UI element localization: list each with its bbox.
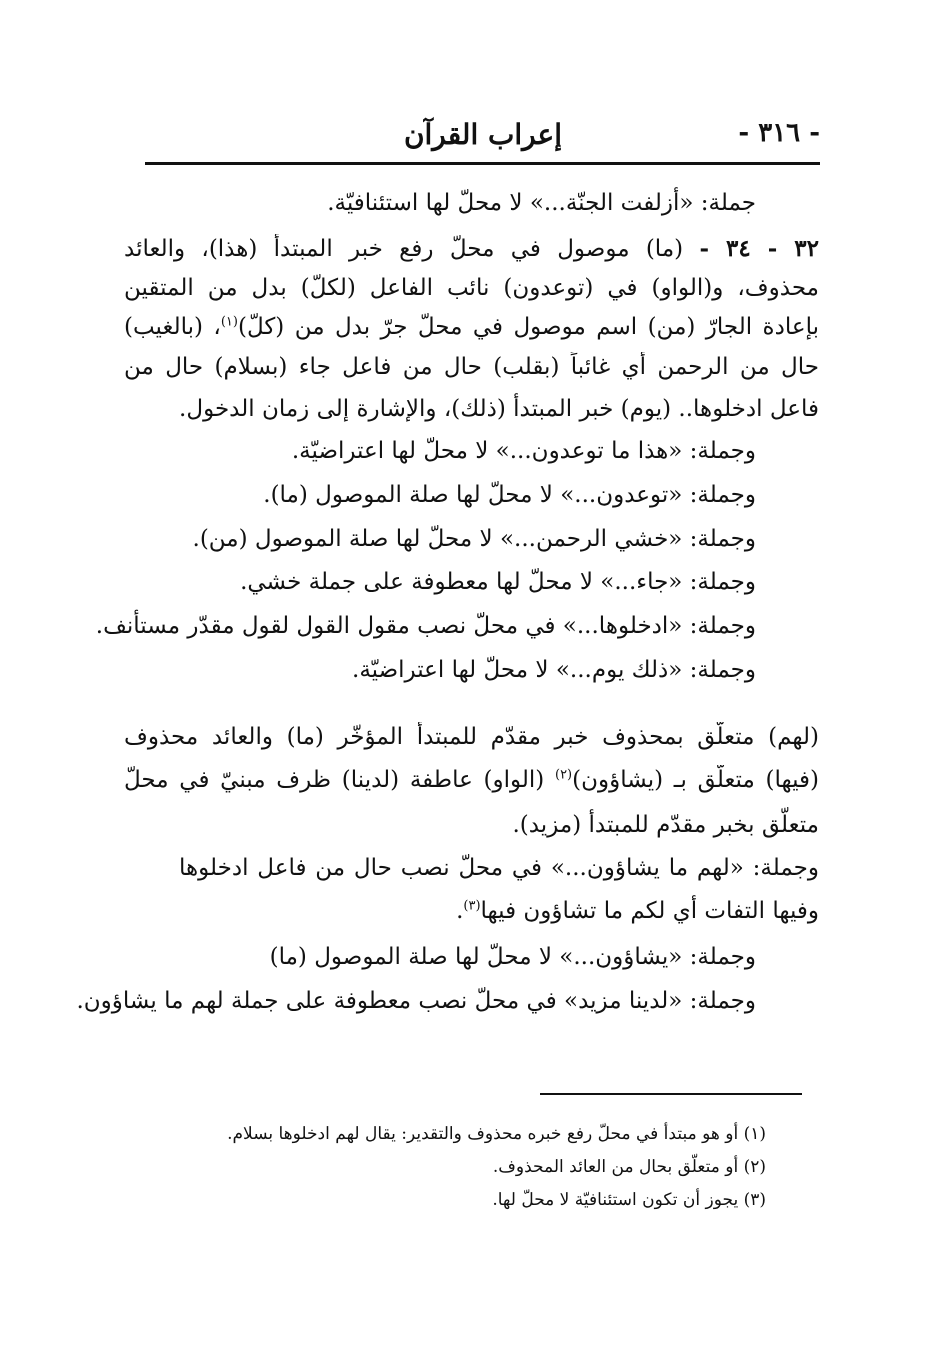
text-line: وجملة: «ادخلوها...» في محلّ نصب مقول القول لقول مقدّر مستأنف. xyxy=(95,613,756,639)
text-line: وجملة: «ذلك يوم...» لا محلّ لها اعتراضيّة. xyxy=(352,657,756,683)
text-span: (ما) موصول في محلّ رفع خبر المبتدأ (هذا)، والعائد xyxy=(124,236,684,262)
footnote: (٢) أو متعلّق بحال من العائد المحذوف. xyxy=(492,1157,766,1177)
text-line: جملة: «أزلفت الجنّة...» لا محلّ لها استئنافيّة. xyxy=(327,190,756,216)
text-line: (لهم) متعلّق بمحذوف خبر مقدّم للمبتدأ المؤخّر (ما) والعائد محذوف xyxy=(124,724,819,750)
text-line: وجملة: «لهم ما يشاؤون...» في محلّ نصب حال من فاعل ادخلوها xyxy=(179,855,819,881)
text-span: وفيها التفات أي لكم ما تشاؤون فيها xyxy=(480,898,819,924)
text-line: وجملة: «لدينا مزيد» في محلّ نصب معطوفة على جملة لهم ما يشاؤون. xyxy=(76,988,756,1014)
page-number: - ٣١٦ - xyxy=(738,118,820,148)
footnote-ref: (٣) xyxy=(463,898,481,914)
text-line: وجملة: «هذا ما توعدون...» لا محلّ لها اعتراضيّة. xyxy=(291,438,756,464)
text-line: فاعل ادخلوها.. (يوم) خبر المبتدأ (ذلك)، والإشارة إلى زمان الدخول. xyxy=(179,396,819,422)
text-span: . xyxy=(456,898,464,924)
footnote-ref: (٢) xyxy=(554,767,573,783)
verse-range: ٣٢ - ٣٤ - xyxy=(699,235,819,262)
text-line: وجملة: «خشي الرحمن...» لا محلّ لها صلة الموصول (من). xyxy=(192,526,756,552)
text-span: (فيها) متعلّق بـ (يشاؤون) xyxy=(572,767,819,793)
page-header xyxy=(145,118,820,160)
text-line xyxy=(124,765,819,797)
text-span: (الواو) عاطفة (لدينا) ظرف مبنيّ في محلّ xyxy=(124,767,545,793)
text-line: وجملة: «جاء...» لا محلّ لها معطوفة على جملة خشي. xyxy=(240,569,756,595)
footnote: (١) أو هو مبتدأ في محلّ رفع خبره محذوف والتقدير: يقال لهم ادخلوها بسلام. xyxy=(227,1124,766,1144)
footnote-rule xyxy=(540,1093,802,1095)
header-rule xyxy=(145,162,820,165)
footnote: (٣) يجوز أن تكون استئنافيّة لا محلّ لها. xyxy=(492,1190,766,1210)
text-line: محذوف، و(الواو) في (توعدون) نائب الفاعل (لكلّ) بدل من المتقين xyxy=(124,275,819,301)
text-span: بإعادة الجارّ (من) اسم موصول في محلّ جرّ بدل من (كلّ) xyxy=(237,314,819,340)
text-line xyxy=(124,312,819,344)
book-title: إعراب القرآن xyxy=(403,118,563,151)
text-line: متعلّق بخبر مقدّم للمبتدأ (مزيد). xyxy=(512,812,819,838)
text-line: وجملة: «توعدون...» لا محلّ لها صلة الموصول (ما). xyxy=(263,482,756,508)
text-line: وجملة: «يشاؤون...» لا محلّ لها صلة الموصول (ما) xyxy=(269,944,756,970)
text-line xyxy=(124,234,819,266)
text-span: ، (بالغيب) xyxy=(124,314,221,340)
footnote-ref: (١) xyxy=(220,314,238,330)
text-line: حال من الرحمن أي غائباً (بقلب) حال من فاعل جاء (بسلام) حال من xyxy=(124,354,819,380)
text-line xyxy=(456,896,819,926)
